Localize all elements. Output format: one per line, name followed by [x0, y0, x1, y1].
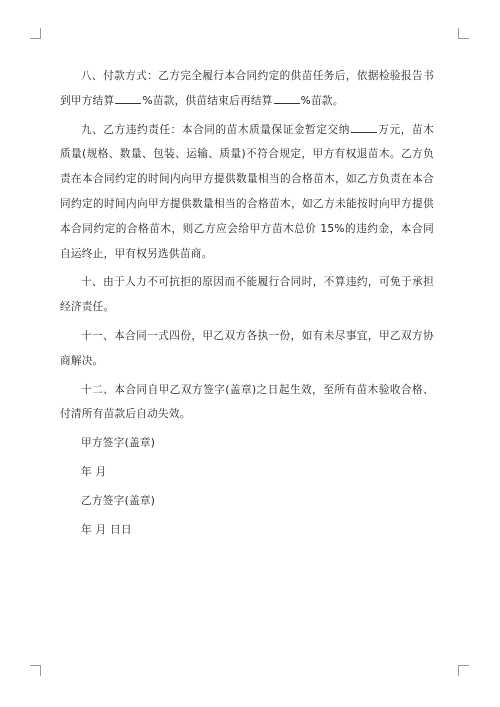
clause-12-effective: 十二、本合同自甲乙双方签字(盖章)之日起生效，至所有苗木验收合格、付清所有苗款后自动失效。 [60, 383, 434, 421]
clause-9-text-part2: 万元，苗木质量(规格、数量、包装、运输、质量)不符合规定，甲方有权退苗木。乙方负责在本合同约定的时间内向甲方提供数量相当的合格苗木，如乙方负责在本合同约定的时间内向甲方提供数量相当的合格苗木，如乙方未能按时向甲方提供本合同约定的合格苗木，则乙方应会给甲方苗木总价 15%的违约金，本合同自运终止，甲有权另选供苗商。 [60, 123, 435, 260]
page-corner-top-left [30, 28, 41, 39]
page-corner-bottom-right [458, 665, 469, 676]
party-a-signature-label: 甲方签字(盖章) [81, 437, 156, 450]
clause-8-text-part1: 八、付款方式：乙方完全履行本合同约定的供苗任务后，依据检验报告书到甲方结算 [60, 70, 434, 107]
clause-9-breach [60, 118, 434, 267]
clause-8-text-part3: %苗款。 [300, 94, 344, 107]
party-b-signature-label: 乙方签字(盖章) [81, 494, 156, 507]
party-a-date: 年 月 [81, 465, 107, 478]
party-b-date: 年 月 日日 [81, 523, 132, 536]
blank-line [351, 122, 377, 133]
blank-line [274, 93, 300, 104]
document-body [60, 64, 434, 546]
blank-line [115, 93, 141, 104]
clause-10-force-majeure: 十、由于人力不可抗拒的原因而不能履行合同时，不算违约，可免于承担经济责任。 [60, 276, 434, 314]
clause-8-text-part2: %苗款，供苗结束后再结算 [142, 94, 273, 107]
clause-11-copies: 十一、本合同一式四份，甲乙双方各执一份，如有未尽事宜，甲乙双方协商解决。 [60, 329, 434, 367]
page-corner-top-right [458, 28, 469, 39]
clause-8-payment [60, 64, 434, 114]
page-corner-bottom-left [30, 665, 41, 676]
clause-9-text-part1: 九、乙方违约责任：本合同的苗木质量保证金暂定交纳 [81, 123, 350, 136]
